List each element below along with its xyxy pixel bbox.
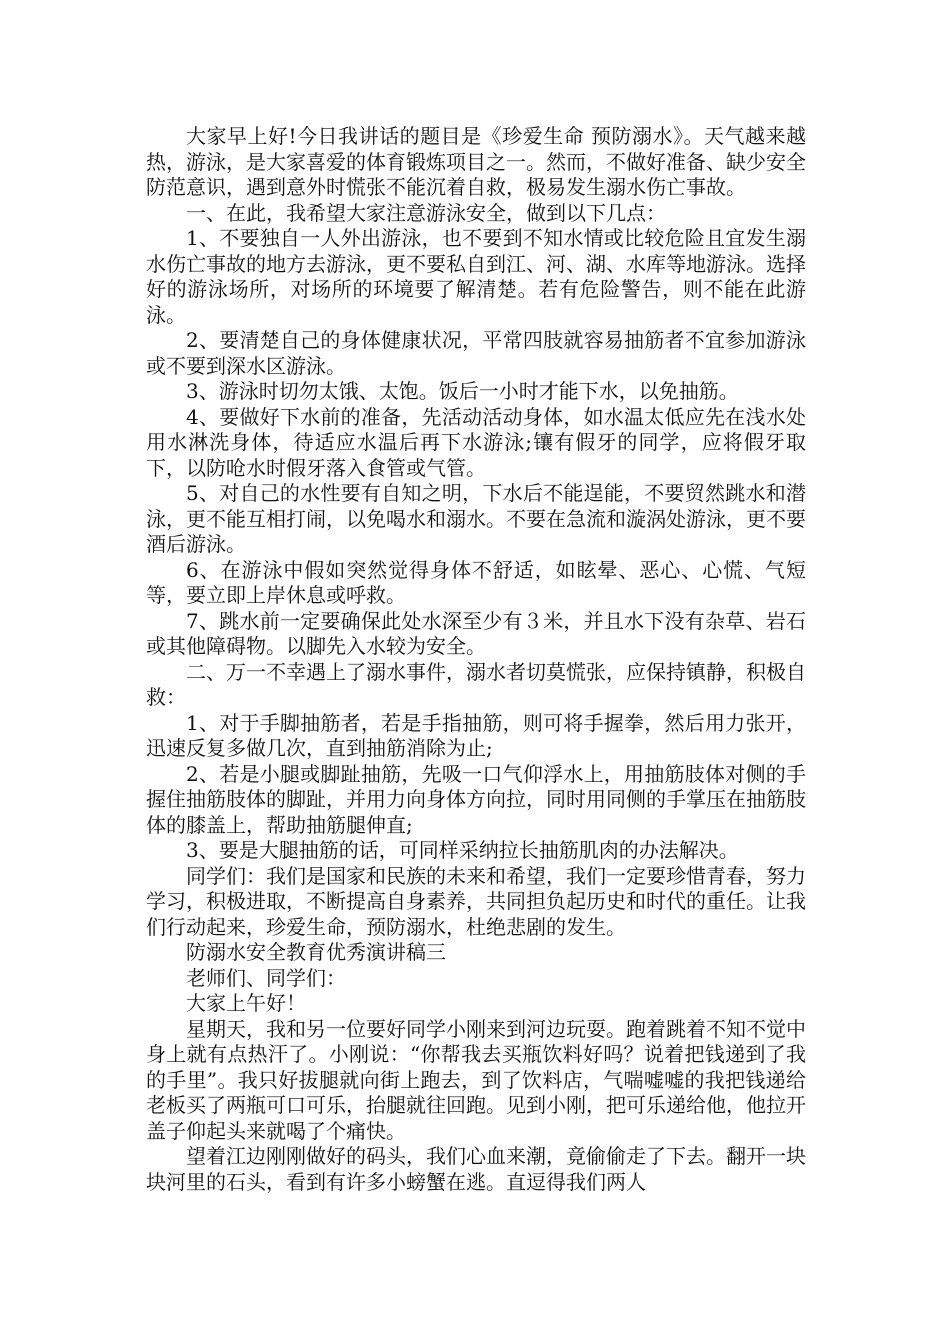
paragraph-19: 望着江边刚刚做好的码头，我们心血来潮，竟偷偷走了下去。翻开一块块河里的石头，看到有许多小螃蟹在逃。直逗得我们两人 [146, 1144, 806, 1194]
paragraph-8: 6、在游泳中假如突然觉得身体不舒适，如眩晕、恶心、心慌、气短等，要立即上岸休息或呼救。 [146, 557, 806, 607]
section-title: 防溺水安全教育优秀演讲稿三 [186, 940, 446, 964]
document-page [146, 124, 806, 1195]
paragraph-11: 1、对于手脚抽筋者，若是手指抽筋，则可将手握拳，然后用力张开，迅速反复多做几次，直到抽筋消除为止; [146, 710, 806, 760]
paragraph-7: 5、对自己的水性要有自知之明，下水后不能逞能，不要贸然跳水和潜泳，更不能互相打闹，以免喝水和溺水。不要在急流和漩涡处游泳，更不要酒后游泳。 [146, 481, 806, 556]
paragraph-3: 1、不要独自一人外出游泳，也不要到不知水情或比较危险且宜发生溺水伤亡事故的地方去游泳，更不要私自到江、河、湖、水库等地游泳。选择好的游泳场所，对场所的环境要了解清楚。若有危险警告，则不能在此游泳。 [146, 226, 806, 327]
paragraph-9: 7、跳水前一定要确保此处水深至少有３米，并且水下没有杂草、岩石或其他障碍物。以脚先入水较为安全。 [146, 608, 806, 658]
paragraph-18: 星期天，我和另一位要好同学小刚来到河边玩耍。跑着跳着不知不觉中身上就有点热汗了。小刚说：“你帮我去买瓶饮料好吗？说着把钱递到了我的手里”。我只好拔腿就向街上跑去，到了饮料店，气喘嘘嘘的我把钱递给老板买了两瓶可口可乐，抬腿就往回跑。见到小刚，把可乐递给他，他拉开盖子仰起头来就喝了个痛快。 [146, 1016, 806, 1143]
paragraph-10: 二、万一不幸遇上了溺水事件，溺水者切莫慌张，应保持镇静，积极自救： [146, 659, 806, 709]
paragraph-1: 大家早上好!今日我讲话的题目是《珍爱生命 预防溺水》。天气越来越热，游泳，是大家喜爱的体育锻炼项目之一。然而，不做好准备、缺少安全防范意识，遇到意外时慌张不能沉着自救，极易发生溺水伤亡事故。 [146, 124, 806, 199]
greeting: 大家上午好！ [186, 991, 306, 1015]
paragraph-12: 2、若是小腿或脚趾抽筋，先吸一口气仰浮水上，用抽筋肢体对侧的手握住抽筋肢体的脚趾，并用力向身体方向拉，同时用同侧的手掌压在抽筋肢体的膝盖上，帮助抽筋腿伸直; [146, 761, 806, 837]
paragraph-13: 3、要是大腿抽筋的话，可同样采纳拉长抽筋肌肉的办法解决。 [186, 838, 739, 862]
salutation: 老师们、同学们： [186, 965, 346, 990]
paragraph-5: 3、游泳时切勿太饿、太饱。饭后一小时才能下水，以免抽筋。 [186, 379, 739, 403]
paragraph-2: 一、在此，我希望大家注意游泳安全，做到以下几点： [186, 200, 666, 225]
paragraph-6: 4、要做好下水前的准备，先活动活动身体，如水温太低应先在浅水处用水淋洗身体，待适应水温后再下水游泳;镶有假牙的同学，应将假牙取下，以防呛水时假牙落入食管或气管。 [146, 404, 806, 480]
paragraph-4: 2、要清楚自己的身体健康状况，平常四肢就容易抽筋者不宜参加游泳或不要到深水区游泳。 [146, 328, 806, 378]
paragraph-14: 同学们：我们是国家和民族的未来和希望，我们一定要珍惜青春，努力学习，积极进取，不断提高自身素养，共同担负起历史和时代的重任。让我们行动起来，珍爱生命，预防溺水，杜绝悲剧的发生。 [146, 863, 806, 939]
